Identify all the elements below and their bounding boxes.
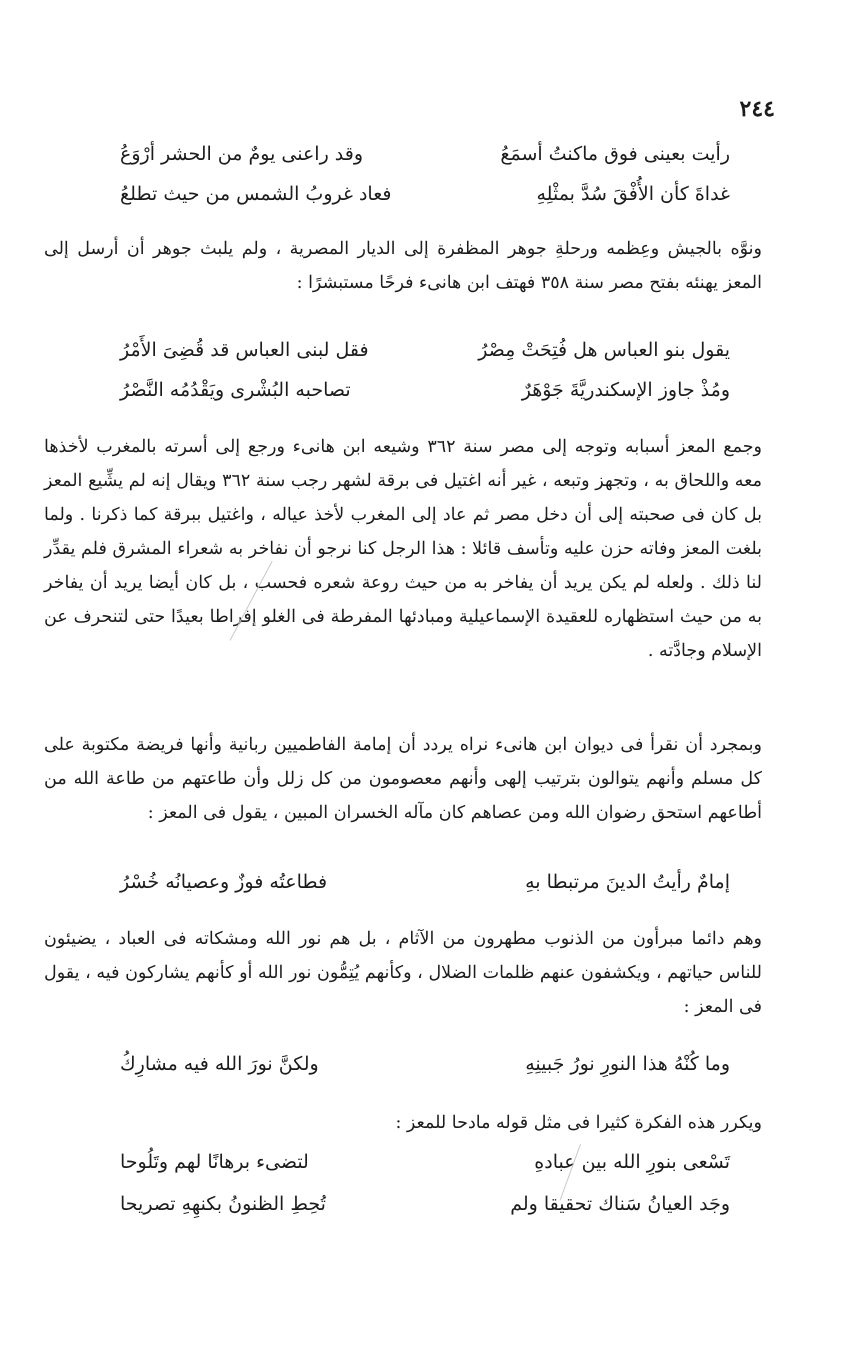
verse-line [120,376,730,404]
verse-line [120,1050,730,1078]
verse-line [120,1148,730,1176]
verse-first-hemistich: وما كُنْهُ هذا النورِ نورُ جَبينِهِ [525,1053,730,1075]
body-paragraph: ويكرر هذه الفكرة كثيرا فى مثل قوله مادحا للمعز : [395,1113,762,1133]
verse-first-hemistich: تَسْعى بنورِ الله بين عبادهِ [534,1151,730,1173]
verse-line [120,140,730,168]
verse-first-hemistich: وجَد العيانُ سَناك تحقيقا ولم [510,1193,730,1215]
verse-second-hemistich: لتضىء برهانًا لهم وتَلُوحا [120,1151,309,1173]
body-paragraph: وجمع المعز أسبابه وتوجه إلى مصر سنة ٣٦٢ وشيعه ابن هانىء ورجع إلى أسرته بالمغرب لأخذها معه واللحاق به ، وتجهز وتبعه ، غير أنه اغتيل فى برقة لشهر رجب سنة ٣٦٢ ويقال إنه لم يشِّيع المعز بل كان فى صحبته إلى أن دخل مصر ثم عاد إلى المغرب لأخذ عياله ، واغتيل ببرقة كما ذكرنا . ولما بلغت المعز وفاته حزن عليه وتأسف قائلا : هذا الرجل كنا نرجو أن نفاخر به شعراء المشرق فلم يقدِّر لنا ذلك . ولعله لم يكن يريد أن يفاخر به من حيث روعة شعره فحسب ، بل كان أيضا يريد أن يفاخر به من حيث استظهاره للعقيدة الإسماعيلية ومبادئها المفرطة فى الغلو إفراطا بعيدًا حتى لتنحرف عن الإسلام وجادَّته . [44,437,762,661]
verse-second-hemistich: فقل لبنى العباس قد قُضِىَ الأَمْرُ [120,339,369,361]
verse-second-hemistich: فطاعتُه فوزٌ وعصيانُه خُسْرُ [120,871,328,893]
verse-second-hemistich: تصاحبه البُشْرى ويَقْدُمُه النَّصْرُ [120,379,351,401]
verse-first-hemistich: ومُذْ جاوز الإسكندريَّةَ جَوْهَرٌ [521,379,730,401]
verse-line [120,868,730,896]
verse-second-hemistich: ولكنَّ نورَ الله فيه مشارِكُ [120,1053,319,1075]
body-paragraph: وبمجرد أن نقرأ فى ديوان ابن هانىء نراه يردد أن إمامة الفاطميين ربانية وأنها فريضة مكتوبة على كل مسلم وأنهم يتوالون بترتيب إلهى وأنهم معصومون من كل زلل وأن طاعتهم من طاعة الله من أطاعهم استحق رضوان الله ومن عصاهم كان مآله الخسران المبين ، يقول فى المعز : [44,735,762,823]
page-number: ٢٤٤ [739,96,775,122]
verse-line [120,180,730,208]
body-paragraph: وهم دائما مبرأون من الذنوب مطهرون من الآثام ، بل هم نور الله ومشكاته فى العباد ، يضيئون للناس حياتهم ، ويكشفون عنهم ظلمات الضلال ، وكأنهم يُتِمُّون نور الله أو كأنهم يشاركون فيه ، يقول فى المعز : [44,929,762,1017]
verse-line [120,336,730,364]
verse-first-hemistich: إمامٌ رأيتُ الدينَ مرتبطا بهِ [525,871,730,893]
verse-line [120,1190,730,1218]
verse-second-hemistich: فعاد غروبُ الشمس من حيث تطلعُ [120,183,392,205]
verse-first-hemistich: يقول بنو العباس هل فُتِحَتْ مِصْرُ [478,339,730,361]
verse-first-hemistich: رأيت بعينى فوق ماكنتُ أسمَعُ [500,143,730,165]
verse-second-hemistich: وقد راعنى يومٌ من الحشر أرْوَعُ [120,143,364,165]
body-paragraph: ونوَّه بالجيش وعِظمه ورحلةِ جوهر المظفرة إلى الديار المصرية ، ولم يلبث جوهر أن أرسل إلى المعز يهنئه بفتح مصر سنة ٣٥٨ فهتف ابن هانىء فرحًا مستبشرًا : [44,239,762,293]
verse-second-hemistich: تُحِطِ الظنونُ بكنهِهِ تصريحا [120,1193,326,1215]
verse-first-hemistich: غداةَ كأن الأُفْقَ سُدَّ بمثْلِهِ [536,183,730,205]
